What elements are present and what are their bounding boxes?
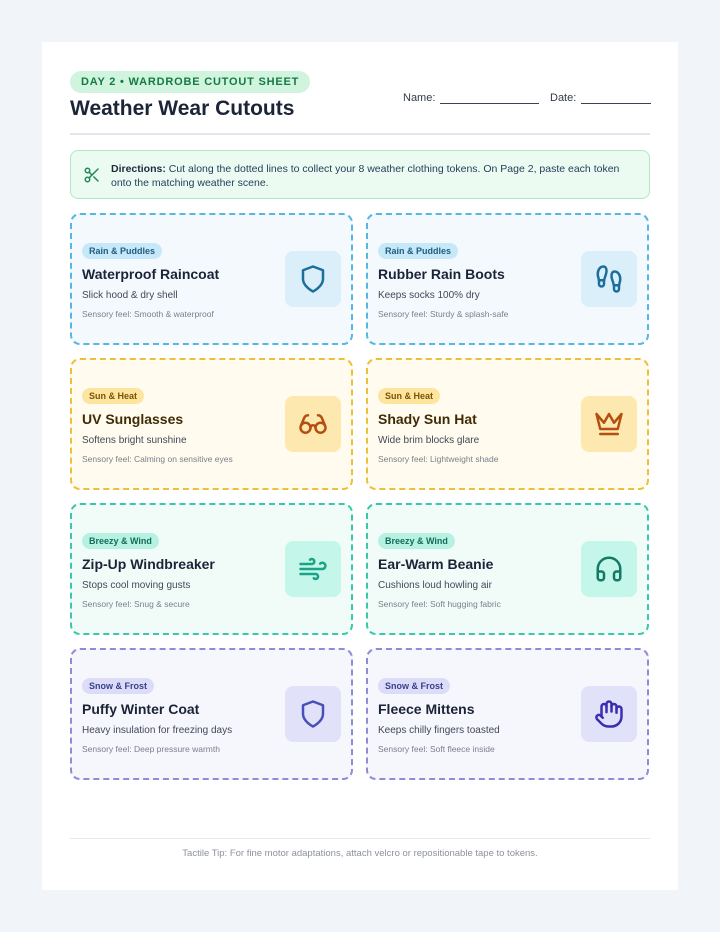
card-icon-box [285,251,341,307]
category-tag: Breezy & Wind [82,533,159,549]
card-title: UV Sunglasses [82,411,184,427]
category-tag: Snow & Frost [378,678,450,694]
category-tag: Sun & Heat [378,388,440,404]
category-tag: Rain & Puddles [82,243,162,259]
footprints-icon [594,264,624,294]
card-icon-box [285,541,341,597]
token-card-fleece-mittens[interactable] [366,648,649,780]
card-subtitle: Slick hood & dry shell [82,290,178,301]
category-tag: Snow & Frost [82,678,154,694]
card-icon-box [581,686,637,742]
day-label-pill: DAY 2 • WARDROBE CUTOUT SHEET [70,71,310,93]
token-card-zip-up-windbreaker[interactable] [70,503,353,635]
category-tag: Sun & Heat [82,388,144,404]
date-field[interactable] [550,91,651,104]
category-tag: Breezy & Wind [378,533,455,549]
card-sensory-feel: Sensory feel: Deep pressure warmth [82,744,220,754]
card-sensory-feel: Sensory feel: Smooth & waterproof [82,309,214,319]
card-title: Fleece Mittens [378,701,475,717]
card-icon-box [581,396,637,452]
card-sensory-feel: Sensory feel: Lightweight shade [378,454,499,464]
card-title: Shady Sun Hat [378,411,477,427]
directions-body: Cut along the dotted lines to collect your 8 weather clothing tokens. On Page 2, paste each token onto the matching weather scene. [111,163,620,189]
card-icon-box [285,686,341,742]
card-sensory-feel: Sensory feel: Calming on sensitive eyes [82,454,233,464]
wind-icon [298,554,328,584]
date-label: Date: [550,92,577,104]
tactile-tip-footer: Tactile Tip: For fine motor adaptations, attach velcro or repositionable tape to tokens. [70,838,650,859]
card-sensory-feel: Sensory feel: Snug & secure [82,599,190,609]
directions-label: Directions: [111,163,166,175]
name-label: Name: [403,92,436,104]
worksheet-header [70,71,650,135]
card-subtitle: Cushions loud howling air [378,580,492,591]
crown-icon [594,409,624,439]
shield-icon [298,264,328,294]
card-icon-box [285,396,341,452]
date-blank-line[interactable] [581,91,651,104]
name-field[interactable] [403,91,539,104]
directions-box [70,150,650,199]
card-title: Puffy Winter Coat [82,701,200,717]
card-sensory-feel: Sensory feel: Sturdy & splash-safe [378,309,509,319]
card-subtitle: Softens bright sunshine [82,435,187,446]
card-icon-box [581,541,637,597]
card-subtitle: Wide brim blocks glare [378,435,480,446]
page-title: Weather Wear Cutouts [70,97,295,120]
card-subtitle: Keeps chilly fingers toasted [378,725,500,736]
worksheet-page [42,42,678,890]
category-tag: Rain & Puddles [378,243,458,259]
directions-text [111,162,641,190]
token-card-uv-sunglasses[interactable] [70,358,353,490]
card-title: Zip-Up Windbreaker [82,556,215,572]
token-card-puffy-winter-coat[interactable] [70,648,353,780]
card-icon-box [581,251,637,307]
card-title: Waterproof Raincoat [82,266,220,282]
token-card-waterproof-raincoat[interactable] [70,213,353,345]
scissors-icon [83,166,101,184]
card-title: Ear-Warm Beanie [378,556,494,572]
glasses-icon [298,409,328,439]
name-blank-line[interactable] [440,91,539,104]
card-sensory-feel: Sensory feel: Soft fleece inside [378,744,495,754]
card-subtitle: Heavy insulation for freezing days [82,725,233,736]
token-card-rubber-rain-boots[interactable] [366,213,649,345]
hand-icon [594,699,624,729]
card-sensory-feel: Sensory feel: Soft hugging fabric [378,599,501,609]
shield-icon [298,699,328,729]
headphones-icon [594,554,624,584]
token-card-shady-sun-hat[interactable] [366,358,649,490]
card-subtitle: Keeps socks 100% dry [378,290,480,301]
card-title: Rubber Rain Boots [378,266,505,282]
card-subtitle: Stops cool moving gusts [82,580,191,591]
token-card-ear-warm-beanie[interactable] [366,503,649,635]
